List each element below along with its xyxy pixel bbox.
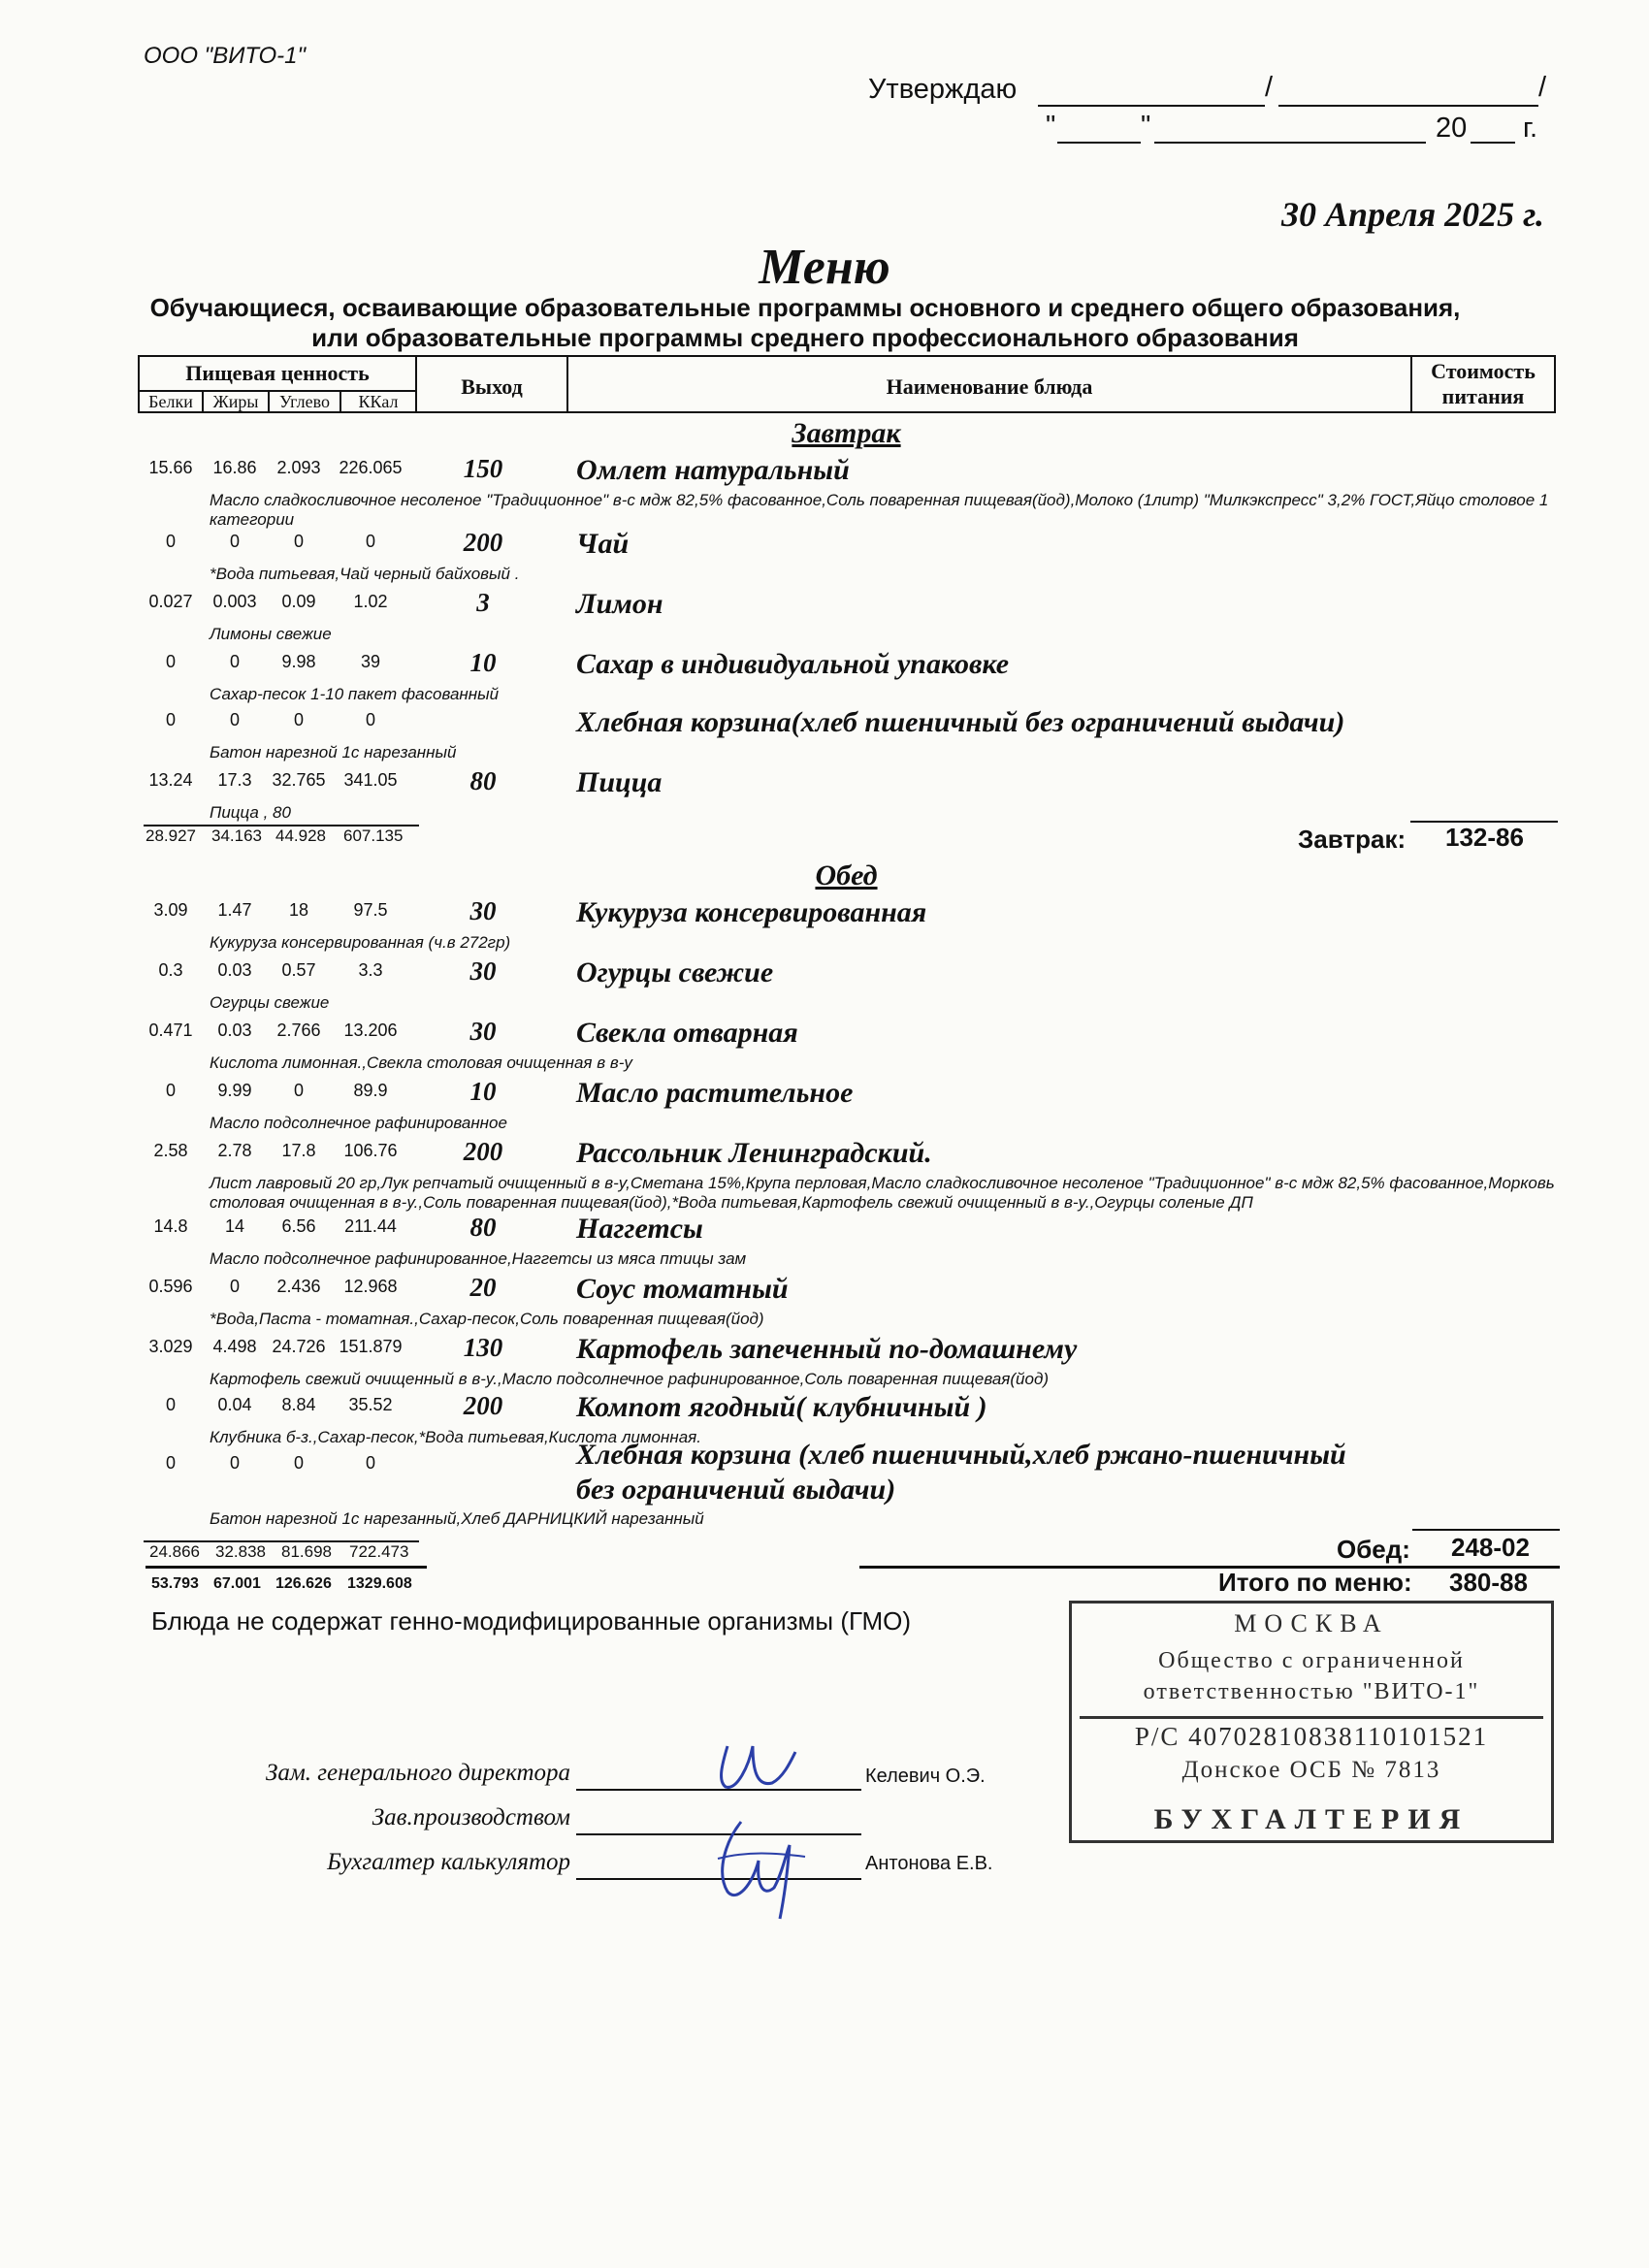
nutrition-value: 2.58 (153, 1141, 188, 1160)
signature-name-accountant: Антонова Е.В. (865, 1853, 993, 1874)
list-item (138, 1077, 1573, 1135)
dish-ingredients: *Вода,Паста - томатная.,Сахар-песок,Соль поваренная пищевая(йод) (210, 1310, 764, 1328)
nutrition-value: 0 (165, 1395, 176, 1414)
dish-name: Кукуруза консервированная (576, 896, 927, 928)
dish-name: Огурцы свежие (576, 956, 774, 988)
nutrition-value: 8.84 (281, 1395, 316, 1414)
output-value: 200 (463, 1137, 503, 1166)
dish-ingredients: Клубника б-з.,Сахар-песок,*Вода питьевая,Кислота лимонная. (210, 1428, 701, 1446)
company-name: ООО "ВИТО-1" (144, 43, 307, 69)
date-quote-open: " (1046, 111, 1056, 142)
organization-stamp (1069, 1601, 1554, 1843)
dish-ingredients: Батон нарезной 1с нарезанный (210, 743, 457, 761)
stamp-org-line-1: Общество с ограниченной (1158, 1648, 1465, 1673)
nutrition-value: 0 (293, 1081, 304, 1100)
signature-role-accountant: Бухгалтер калькулятор (327, 1849, 570, 1875)
output-value: 200 (463, 528, 503, 557)
dish-name-header (568, 357, 1412, 411)
nutrition-value: 15.66 (148, 458, 193, 477)
output-value: 10 (469, 1077, 497, 1106)
dish-ingredients: Масло подсолнечное рафинированное,Наггетсы из мяса птицы зам (210, 1249, 747, 1268)
nutrition-value: 341.05 (343, 770, 398, 790)
nutrition-value: 13.24 (148, 770, 193, 790)
stamp-city: МОСКВА (1234, 1609, 1389, 1637)
dish-name: Хлебная корзина (хлеб пшеничный,хлеб ржано-пшеничный без ограничений выдачи) (576, 1439, 1346, 1506)
dish-name: Омлет натуральный (576, 454, 850, 486)
nutrition-value: 6.56 (281, 1216, 316, 1236)
nutrition-value: 0.003 (212, 592, 257, 611)
nutrition-value: 9.98 (281, 652, 316, 671)
lunch-total-value: 248-02 (1451, 1533, 1530, 1562)
handwritten-signature-2 (698, 1802, 824, 1928)
page-title: Меню (759, 240, 890, 295)
breakfast-total-value: 132-86 (1445, 823, 1524, 852)
nutrition-value: 0.596 (148, 1277, 193, 1296)
stamp-account: Р/С 40702810838110101521 (1134, 1722, 1489, 1751)
output-value: 20 (469, 1273, 497, 1302)
grand-total-fats: 67.001 (213, 1575, 261, 1592)
handwritten-signature-1 (698, 1727, 815, 1804)
nutrition-value: 12.968 (343, 1277, 398, 1296)
lunch-total-proteins: 24.866 (149, 1542, 200, 1561)
dish-ingredients: Масло сладкосливочное несоленое "Традиционное" в-с мдж 82,5% фасованное,Соль поваренная пищевая(йод),Молоко (1литр) "Милкэкспресс" 3,2% ГОСТ,Яйцо столовое 1 категории (210, 491, 1549, 530)
signature-role-deputy-director: Зам. генерального директора (265, 1760, 570, 1786)
table-header (138, 355, 1556, 413)
nutrition-value: 0 (165, 532, 176, 551)
nutrition-value: 0 (165, 1453, 176, 1473)
breakfast-total-kcal: 607.135 (343, 826, 404, 845)
dish-name: Масло растительное (576, 1077, 854, 1109)
approve-separator: / (1265, 72, 1274, 103)
dish-ingredients: Картофель свежий очищенный в в-у.,Масло подсолнечное рафинированное,Соль поваренная пищевая(йод) (210, 1370, 1049, 1388)
grand-total-kcal: 1329.608 (347, 1575, 412, 1592)
stamp-bank: Донское ОСБ № 7813 (1181, 1757, 1441, 1783)
nutrition-value: 211.44 (344, 1216, 397, 1236)
approve-name-line (1278, 105, 1538, 107)
list-item (138, 1137, 1573, 1213)
nutrition-value: 151.879 (339, 1337, 403, 1356)
approve-signature-line (1038, 105, 1265, 107)
nutrition-value: 0 (165, 710, 176, 729)
nutrition-value: 0 (165, 652, 176, 671)
lunch-total-fats: 32.838 (215, 1542, 266, 1561)
nutrition-value: 35.52 (348, 1395, 393, 1414)
nutrition-value: 0 (229, 710, 240, 729)
date-month-line (1154, 142, 1426, 144)
nutrition-value: 0 (293, 710, 304, 729)
breakfast-total-label: Завтрак: (1298, 825, 1406, 854)
list-item (138, 706, 1573, 764)
breakfast-total-fats: 34.163 (211, 826, 262, 845)
dish-ingredients: *Вода питьевая,Чай черный байховый . (210, 565, 520, 583)
nutrition-value: 13.206 (343, 1021, 398, 1040)
output-value: 150 (463, 454, 503, 483)
nutrition-value: 0 (293, 1453, 304, 1473)
nutrition-value: 226.065 (339, 458, 403, 477)
stamp-org-line-2: ответственностью "ВИТО-1" (1143, 1679, 1480, 1704)
nutrition-value: 0 (229, 652, 240, 671)
date-year-line (1471, 142, 1515, 144)
fats-header: Жиры (204, 392, 270, 413)
nutrition-value: 0.09 (281, 592, 316, 611)
nutrition-value: 9.99 (217, 1081, 252, 1100)
list-item (138, 1213, 1573, 1271)
lunch-total-carbs: 81.698 (281, 1542, 332, 1561)
grand-total-value: 380-88 (1449, 1568, 1528, 1597)
nutrition-value: 1.02 (353, 592, 388, 611)
dish-name: Хлебная корзина(хлеб пшеничный без ограничений выдачи) (576, 706, 1345, 738)
nutrition-value: 89.9 (353, 1081, 388, 1100)
grand-total-label: Итого по меню: (1218, 1568, 1412, 1597)
nutrition-value: 0.471 (148, 1021, 193, 1040)
breakfast-sum-line (144, 825, 419, 826)
output-value: 3 (476, 588, 490, 617)
nutrition-value: 4.498 (212, 1337, 257, 1356)
approve-label: Утверждаю (868, 74, 1018, 105)
breakfast-section-title: Завтрак (792, 417, 901, 449)
nutrition-value: 2.78 (217, 1141, 252, 1160)
nutrition-value: 2.766 (276, 1021, 321, 1040)
date-day-line (1057, 142, 1141, 144)
nutrition-value: 24.726 (272, 1337, 326, 1356)
dish-name-header-label: Наименование блюда (886, 374, 1093, 399)
output-value: 80 (469, 766, 497, 795)
lunch-cost-line (1412, 1529, 1560, 1531)
grand-sum-line (146, 1566, 427, 1569)
nutrition-value: 0.027 (148, 592, 193, 611)
cost-header (1412, 357, 1554, 411)
output-value: 10 (469, 648, 497, 677)
list-item (138, 1017, 1573, 1075)
nutrition-value: 0 (229, 1453, 240, 1473)
carbs-header: Углево (270, 392, 341, 413)
nutrition-value: 2.436 (276, 1277, 321, 1296)
nutrition-value: 0.03 (217, 1021, 252, 1040)
breakfast-total-carbs: 44.928 (275, 826, 326, 845)
nutrition-value: 16.86 (212, 458, 257, 477)
nutrition-value: 3.029 (148, 1337, 193, 1356)
nutrition-value: 97.5 (353, 900, 388, 920)
nutrition-value: 3.3 (358, 960, 383, 980)
dish-name: Сахар в индивидуальной упаковке (576, 648, 1010, 680)
dish-ingredients: Лимоны свежие (210, 625, 332, 643)
nutrition-value: 0.3 (158, 960, 183, 980)
output-value: 30 (469, 1017, 497, 1046)
dish-ingredients: Кислота лимонная.,Свекла столовая очищенная в в-у (210, 1053, 632, 1072)
stamp-divider (1080, 1716, 1543, 1719)
list-item (138, 956, 1573, 1015)
date-year-suffix: г. (1523, 113, 1538, 144)
stamp-department: БУХГАЛТЕРИЯ (1153, 1803, 1470, 1835)
dish-ingredients: Кукуруза консервированная (ч.в 272гр) (210, 933, 511, 952)
grand-total-carbs: 126.626 (275, 1575, 332, 1592)
list-item (138, 1333, 1573, 1391)
dish-name: Чай (576, 528, 630, 560)
nutrition-value: 0.03 (217, 960, 252, 980)
output-header (417, 357, 568, 411)
dish-name: Лимон (576, 588, 663, 620)
dish-name: Свекла отварная (576, 1017, 798, 1049)
nutrition-title: Пищевая ценность (185, 361, 370, 385)
list-item (138, 528, 1573, 586)
nutrition-value: 1.47 (217, 900, 252, 920)
nutrition-value: 0 (229, 532, 240, 551)
nutrition-value: 3.09 (153, 900, 188, 920)
nutrition-value: 0.04 (217, 1395, 252, 1414)
nutrition-value: 0 (293, 532, 304, 551)
list-item (138, 648, 1573, 706)
dish-name: Картофель запеченный по-домашнему (576, 1333, 1078, 1365)
list-item (138, 454, 1573, 530)
nutrition-value: 0 (365, 532, 375, 551)
dish-ingredients: Огурцы свежие (210, 993, 330, 1012)
date-year-prefix: 20 (1436, 113, 1468, 144)
dish-ingredients: Сахар-песок 1-10 пакет фасованный (210, 685, 500, 703)
output-value: 80 (469, 1213, 497, 1242)
dish-ingredients: Лист лавровый 20 гр,Лук репчатый очищенный в в-у,Сметана 15%,Крупа перловая,Масло сладкосливочное несоленое "Традиционное" в-с мдж 82,5% фасованное,Морковь столовая очищенная в в-у.,Соль поваренная пищевая(йод),*Вода питьевая,Картофель свежий очищенный в в-у.,Огурцы соленые ДП (210, 1174, 1555, 1213)
list-item (138, 1439, 1573, 1528)
dish-ingredients: Масло подсолнечное рафинированное (210, 1114, 507, 1132)
lunch-total-kcal: 722.473 (349, 1542, 409, 1561)
output-header-label: Выход (461, 374, 523, 399)
cost-header-label: Стоимость питания (1431, 359, 1536, 409)
dish-name: Наггетсы (576, 1213, 703, 1245)
dish-name: Соус томатный (576, 1273, 789, 1305)
nutrition-value: 14 (224, 1216, 245, 1236)
dish-name: Пицца (576, 766, 663, 798)
nutrition-value: 39 (360, 652, 381, 671)
dish-ingredients: Пицца , 80 (210, 803, 291, 822)
list-item (138, 896, 1573, 955)
breakfast-total-proteins: 28.927 (146, 826, 196, 845)
list-item (138, 1273, 1573, 1331)
lunch-total-label: Обед: (1337, 1535, 1410, 1564)
nutrition-value: 106.76 (343, 1141, 398, 1160)
date-quote-close: " (1141, 111, 1151, 142)
nutrition-value: 0.57 (281, 960, 316, 980)
list-item (138, 588, 1573, 646)
nutrition-header (140, 357, 417, 411)
lunch-section-title: Обед (815, 859, 878, 891)
nutrition-value: 0 (365, 1453, 375, 1473)
signature-role-production-head: Зав.производством (372, 1804, 570, 1831)
menu-date: 30 Апреля 2025 г. (1281, 195, 1544, 234)
dish-ingredients: Батон нарезной 1с нарезанный,Хлеб ДАРНИЦКИЙ нарезанный (210, 1509, 704, 1528)
nutrition-value: 17.8 (281, 1141, 316, 1160)
dish-name: Компот ягодный( клубничный ) (576, 1391, 987, 1423)
nutrition-value: 32.765 (272, 770, 326, 790)
output-value: 30 (469, 896, 497, 925)
output-value: 130 (463, 1333, 503, 1362)
approve-end-slash: / (1538, 72, 1547, 103)
nutrition-value: 0 (165, 1081, 176, 1100)
kcal-header: ККал (358, 392, 399, 411)
nutrition-value: 18 (288, 900, 309, 920)
dish-name: Рассольник Ленинградский. (576, 1137, 932, 1169)
list-item (138, 766, 1573, 825)
signature-name-deputy-director: Келевич О.Э. (865, 1766, 986, 1787)
nutrition-value: 14.8 (153, 1216, 188, 1236)
output-value: 30 (469, 956, 497, 986)
nutrition-value: 17.3 (217, 770, 252, 790)
output-value: 200 (463, 1391, 503, 1420)
gmo-note: Блюда не содержат генно-модифицированные организмы (ГМО) (151, 1606, 911, 1636)
grand-total-proteins: 53.793 (151, 1575, 199, 1592)
page-subtitle: Обучающиеся, осваивающие образовательные программы основного и среднего общего образования, или образовательные программы среднего профессионального образования (149, 293, 1461, 353)
nutrition-value: 0 (229, 1277, 240, 1296)
proteins-header: Белки (140, 392, 204, 413)
nutrition-value: 2.093 (276, 458, 321, 477)
nutrition-value: 0 (365, 710, 375, 729)
